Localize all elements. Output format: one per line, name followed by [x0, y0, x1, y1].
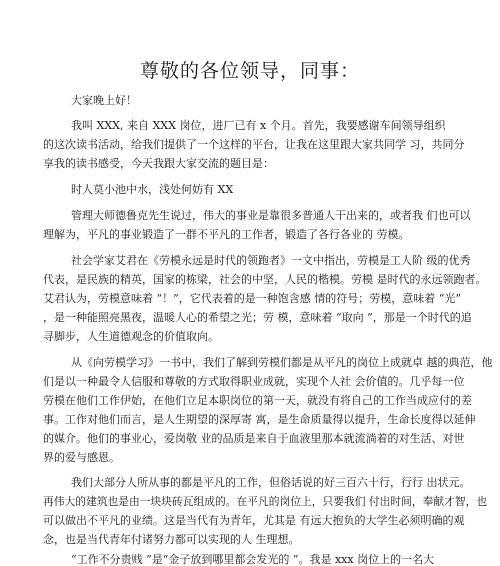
paragraph-4-line-4: 事。工作对他们而言，是人生期望的深厚寄 寓，是生命质量得以提升，生命长度得以延伸 [43, 413, 476, 426]
speech-topic: 时人莫小池中水，浅处何妨有 XX [71, 183, 234, 196]
paragraph-5-line-1: 我们大部分人所从事的都是平凡的工作，但俗话说的好三百六十行，行行 出状元。 [71, 476, 471, 489]
paragraph-3-line-3: 艾君认为，劳模意味着 “！”，它代表着的是一种饱含感 情的符号；劳模，意味着 “光” [43, 292, 461, 305]
paragraph-1-line-3: 享我的读书感受，今天我跟大家交流的题目是： [43, 157, 274, 170]
paragraph-5-line-2: 再伟大的建筑也是由一块块砖瓦组成的。在平凡的岗位上，只要我们 付出时间，奉献才智，也 [43, 495, 488, 508]
paragraph-3-line-4: ，是一种能照亮黑夜，温暖人心的希望之光；劳 模，意味着 “取向 ”，那是一个时代的追 [43, 311, 472, 324]
paragraph-4-line-6: 界的爱与感恩。 [43, 451, 120, 464]
paragraph-6-line-1: “工作不分贵贱 ”是“金子放到哪里都会发光的 ”。我是 xxx 岗位上的一名大 [71, 553, 435, 566]
paragraph-3-line-2: 代表，是民族的精英，国家的栋梁，社会的中坚，人民的楷模。劳模 是时代的永远领跑者。 [43, 273, 487, 286]
paragraph-5-line-4: 念，也是当代青年付诸努力都可以实现的人 生理想。 [43, 533, 300, 546]
paragraph-2-line-1: 管理大师德鲁克先生说过，伟大的事业是靠很多普通人干出来的，或者我 们也可以 [71, 209, 471, 222]
document-title: 尊敬的各位领导，同事： [139, 60, 360, 82]
paragraph-2-line-2: 理解为，平凡的事业锻造了一群不平凡的工作者，锻造了各行各业的 劳模。 [43, 228, 410, 241]
paragraph-4-line-5: 的媒介。他们的事业心，爱岗敬 业的品质是来自于血液里那本就流淌着的对生活、对世 [43, 432, 465, 445]
paragraph-4-line-2: 们是以一种最令人信服和尊敬的方式取得职业成就，实现个人社 会价值的。几乎每一位 [43, 375, 465, 388]
paragraph-4-line-3: 劳模在他们工作伊始，在他们立足本职岗位的第一天，就没有将自己的工作当成应付的差 [43, 394, 472, 407]
paragraph-3-line-5: 寻脚步，人生道德观念的价值取向。 [43, 330, 219, 343]
paragraph-5-line-3: 可以做出不平凡的业绩。这是当代有为青年，尤其是 有远大抱负的大学生必须明确的观 [43, 514, 465, 527]
paragraph-3-line-1: 社会学家艾君在《劳模永远是时代的领跑者》一文中指出，劳模是工人阶 级的优秀 [71, 254, 471, 267]
paragraph-1-line-1: 我叫 XXX, 来自 XXX 岗位，进厂已有 x 个月。首先，我要感谢车间领导组织 [71, 119, 446, 132]
salutation: 大家晚上好！ [71, 94, 137, 107]
paragraph-1-line-2: 的这次读书活动，给我们提供了一个这样的平台，让我在这里跟大家共同学 习，共同分 [43, 138, 465, 151]
paragraph-4-line-1: 从《向劳模学习》一书中，我们了解到劳模们都是从平凡的岗位上成就卓 越的典范，他 [71, 356, 493, 369]
